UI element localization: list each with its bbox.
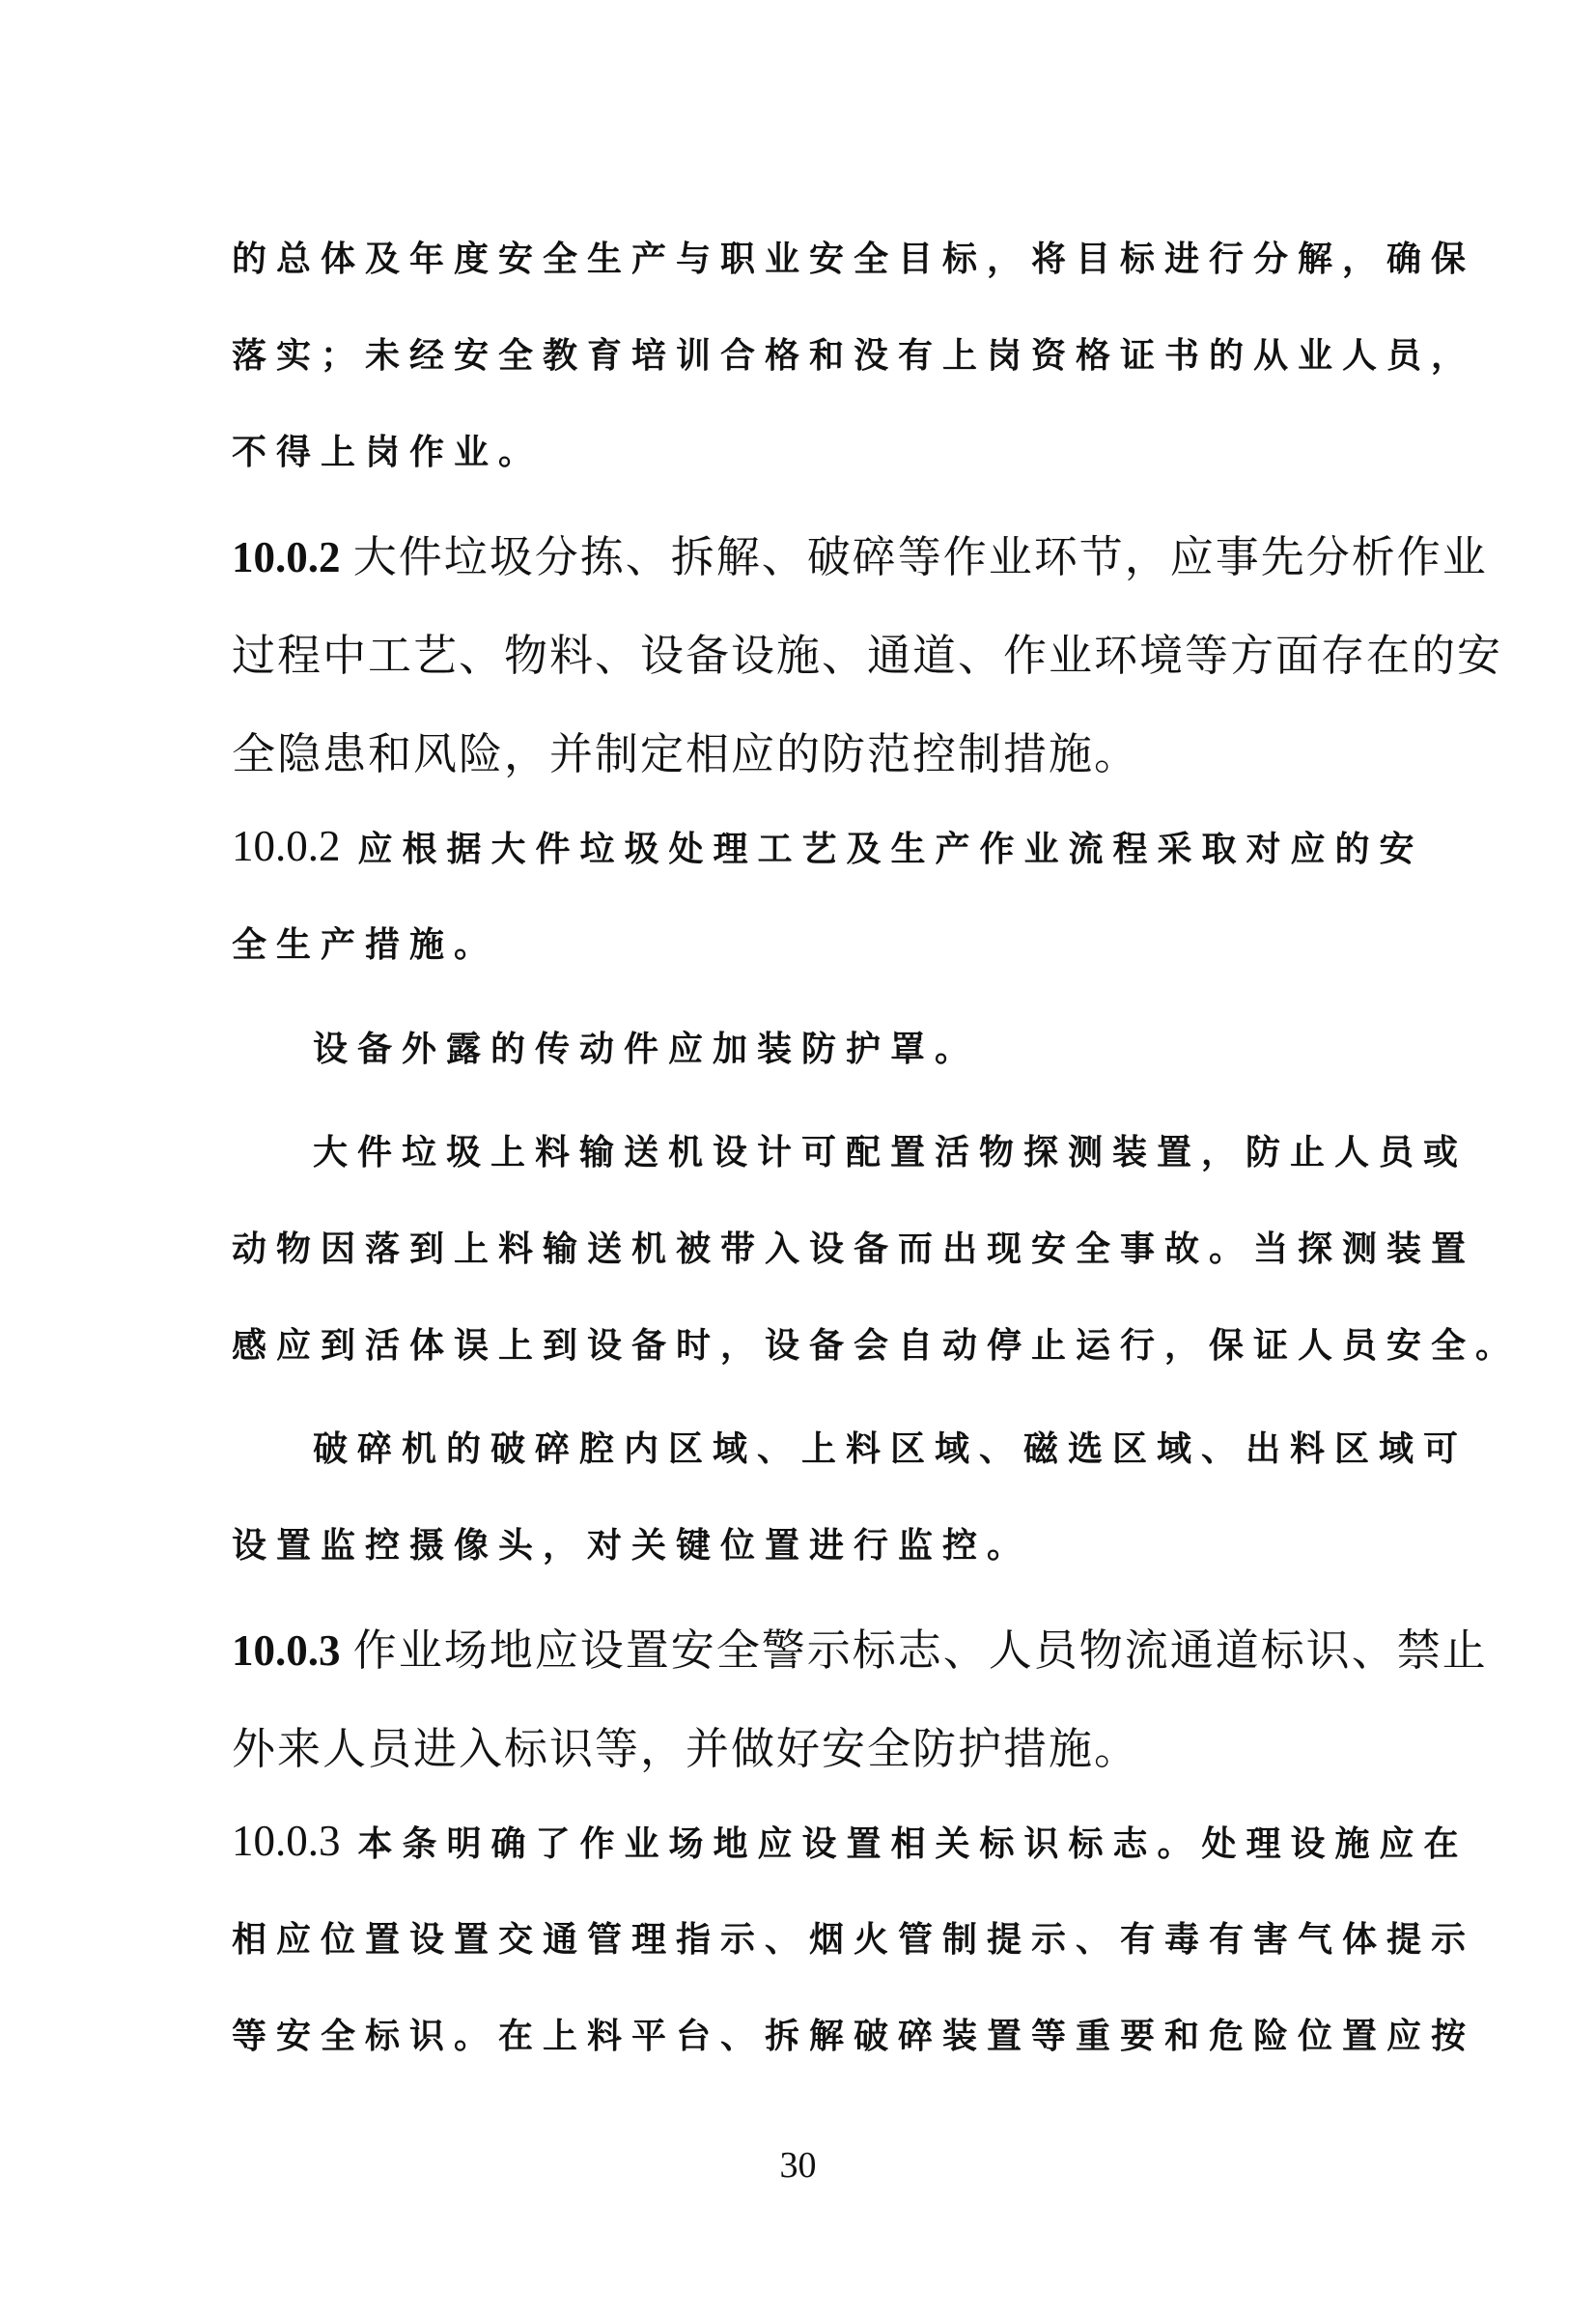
explanation-text: 应根据大件垃圾处理工艺及生产作业流程采取对应的安	[357, 830, 1424, 869]
clause-number: 10.0.3	[232, 1626, 341, 1675]
explanation-line: 不得上岗作业。	[232, 433, 544, 472]
page-number: 30	[779, 2145, 817, 2186]
clause-text: 作业场地应设置安全警示标志、人员物流通道标识、禁止	[352, 1626, 1488, 1675]
explanation-number: 10.0.2	[232, 822, 341, 870]
clause-line: 外来人员进入标识等，并做好安全防护措施。	[232, 1725, 1140, 1773]
clause-number: 10.0.2	[232, 533, 341, 581]
explanation-line: 的总体及年度安全生产与职业安全目标，将目标进行分解，确保	[232, 240, 1476, 279]
explanation-line: 全生产措施。	[232, 925, 499, 965]
clause-10-0-2-line-1	[232, 522, 1488, 584]
explanation-number: 10.0.3	[232, 1817, 341, 1865]
explanation-line: 动物因落到上料输送机被带入设备而出现安全事故。当探测装置	[232, 1229, 1476, 1269]
clause-text: 大件垃圾分拣、拆解、破碎等作业环节，应事先分析作业	[352, 533, 1488, 581]
clause-10-0-3-line-1	[232, 1615, 1488, 1678]
explanation-line: 等安全标识。在上料平台、拆解破碎装置等重要和危险位置应按	[232, 2017, 1476, 2056]
clause-line: 过程中工艺、物料、设备设施、通道、作业环境等方面存在的安	[232, 632, 1503, 680]
explanation-text: 本条明确了作业场地应设置相关标识标志。处理设施应在	[357, 1824, 1469, 1864]
explanation-line: 感应到活体误上到设备时，设备会自动停止运行，保证人员安全。	[232, 1326, 1521, 1366]
explanation-10-0-2-line-1	[232, 821, 1424, 871]
explanation-line: 设置监控摄像头，对关键位置进行监控。	[232, 1526, 1032, 1566]
explanation-line: 相应位置设置交通管理指示、烟火管制提示、有毒有害气体提示	[232, 1920, 1476, 1960]
explanation-line: 破碎机的破碎腔内区域、上料区域、磁选区域、出料区域可	[313, 1429, 1469, 1469]
explanation-line: 落实；未经安全教育培训合格和没有上岗资格证书的从业人员，	[232, 336, 1476, 376]
explanation-10-0-3-line-1	[232, 1816, 1469, 1866]
clause-line: 全隐患和风险，并制定相应的防范控制措施。	[232, 730, 1140, 778]
explanation-line: 设备外露的传动件应加装防护罩。	[313, 1030, 980, 1069]
explanation-line: 大件垃圾上料输送机设计可配置活物探测装置，防止人员或	[313, 1133, 1469, 1172]
